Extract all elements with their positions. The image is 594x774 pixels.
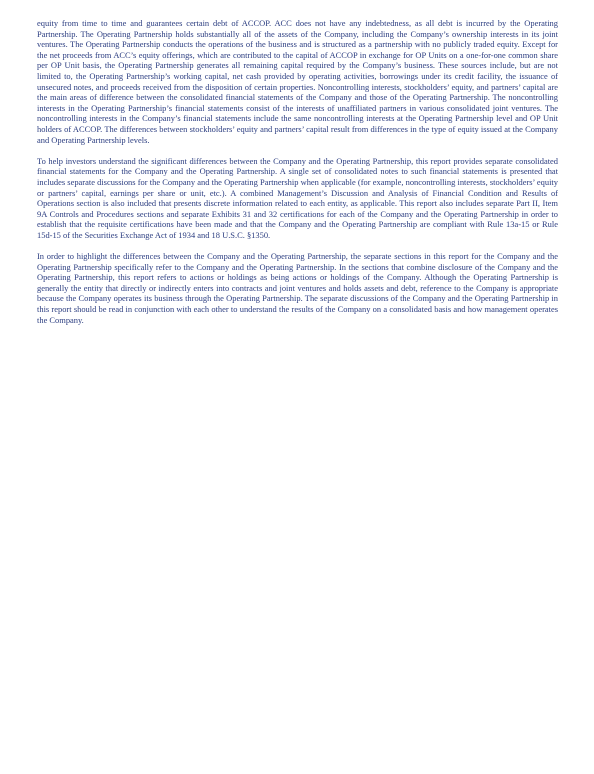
paragraph-entity-structure: equity from time to time and guarantees certain debt of ACCOP. ACC does not have any indebtedness, as all debt is incurred by the Operating Partnership. The Operating Partnership holds substantially all of the assets of the Company, including the Company’s ownership interests in its joint ventures. The Operating Partnership conducts the operations of the business and is structured as a partnership with no publicly traded equity. Except for the net proceeds from ACC’s equity offerings, which are contributed to the capital of ACCOP in exchange for OP Units on a one-for-one common share per OP Unit basis, the Operating Partnership generates all remaining capital required by the Company’s business. These sources include, but are not limited to, the Operating Partnership’s working capital, net cash provided by operating activities, borrowings under its credit facility, the issuance of unsecured notes, and proceeds received from the disposition of certain properties. Noncontrolling interests, stockholders’ equity, and partners’ capital are the main areas of difference between the consolidated financial statements of the Company and those of the Operating Partnership. The noncontrolling interests in the Operating Partnership’s financial statements consist of the interests of unaffiliated partners in various consolidated joint ventures. The noncontrolling interests in the Company’s financial statements include the same noncontrolling interests at the Operating Partnership level and OP Unit holders of ACCOP. The differences between stockholders’ equity and partners’ capital result from differences in the type of equity issued at the Company and Operating Partnership levels. [37, 18, 558, 145]
document-page [37, 18, 558, 336]
paragraph-separate-statements: To help investors understand the significant differences between the Company and the Operating Partnership, this report provides separate consolidated financial statements for the Company and the Operating Partnership. A single set of consolidated notes to such financial statements is presented that includes separate discussions for the Company and the Operating Partnership when applicable (for example, noncontrolling interests, stockholders’ equity or partners’ capital, earnings per share or unit, etc.). A combined Management’s Discussion and Analysis of Financial Condition and Results of Operations section is also included that presents discrete information related to each entity, as applicable. This report also includes separate Part II, Item 9A Controls and Procedures sections and separate Exhibits 31 and 32 certifications for each of the Company and the Operating Partnership in order to establish that the requisite certifications have been made and that the Company and the Operating Partnership are compliant with Rule 13a-15 or Rule 15d-15 of the Securities Exchange Act of 1934 and 18 U.S.C. §1350. [37, 155, 558, 240]
paragraph-references: In order to highlight the differences between the Company and the Operating Partnership, the separate sections in this report for the Company and the Operating Partnership specifically refer to the Company and the Operating Partnership. In the sections that combine disclosure of the Company and the Operating Partnership, this report refers to actions or holdings as being actions or holdings of the Company. Although the Operating Partnership is generally the entity that directly or indirectly enters into contracts and joint ventures and holds assets and debt, reference to the Company is appropriate because the Company operates its business through the Operating Partnership. The separate discussions of the Company and the Operating Partnership in this report should be read in conjunction with each other to understand the results of the Company on a consolidated basis and how management operates the Company. [37, 251, 558, 325]
